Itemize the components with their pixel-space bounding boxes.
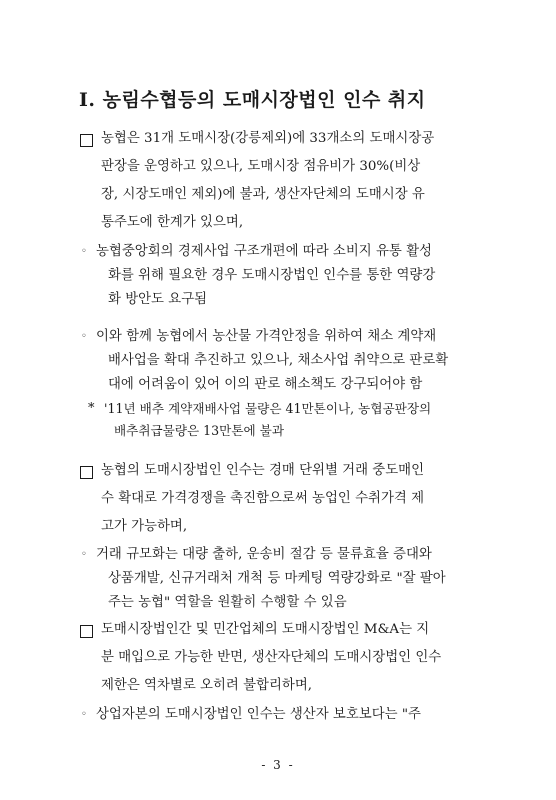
circle-bullet-icon: ◦ <box>81 246 87 257</box>
sub-paragraph-line: 상업자본의 도매시장법인 인수는 생산자 보호보다는 "주 <box>96 707 421 722</box>
paragraph-line: 농협의 도매시장법인 인수는 경매 단위별 거래 중도매인 <box>101 463 425 478</box>
asterisk-note-icon: * <box>88 401 95 416</box>
circle-bullet-icon: ◦ <box>81 549 87 560</box>
sub-paragraph-line: 화 방안도 요구됨 <box>108 292 208 307</box>
checkbox-bullet-icon <box>80 134 93 147</box>
checkbox-bullet-icon <box>80 625 93 638</box>
section-title: Ⅰ. 농림수협등의 도매시장법인 인수 취지 <box>79 89 426 111</box>
paragraph-line: 도매시장법인간 및 민간업체의 도매시장법인 M&A는 지 <box>101 622 430 637</box>
note-line: '11년 배추 계약재배사업 물량은 41만톤이나, 농협공판장의 <box>104 401 432 416</box>
sub-paragraph-line: 대에 어려움이 있어 이의 판로 해소책도 강구되어야 함 <box>108 377 423 392</box>
sub-paragraph-line: 배사업을 확대 추진하고 있으나, 채소사업 취약으로 판로확 <box>108 353 449 368</box>
sub-paragraph-line: 이와 함께 농협에서 농산물 가격안정을 위하여 채소 계약재 <box>96 329 437 344</box>
circle-bullet-icon: ◦ <box>81 709 87 720</box>
sub-paragraph-line: 거래 규모화는 대량 출하, 운송비 절감 등 물류효율 증대와 <box>96 547 432 562</box>
checkbox-bullet-icon <box>80 466 93 479</box>
page-number: - 3 - <box>261 758 295 772</box>
paragraph-line: 분 매입으로 가능한 반면, 생산자단체의 도매시장법인 인수 <box>101 650 442 665</box>
paragraph-line: 제한은 역차별로 오히려 불합리하며, <box>101 678 313 693</box>
note-line: 배추취급물량은 13만톤에 불과 <box>114 423 285 438</box>
paragraph-line: 장, 시장도매인 제외)에 불과, 생산자단체의 도매시장 유 <box>101 187 425 202</box>
circle-bullet-icon: ◦ <box>81 331 87 342</box>
paragraph-line: 수 확대로 가격경쟁을 촉진함으로써 농업인 수취가격 제 <box>101 491 425 506</box>
sub-paragraph-line: 주는 농협" 역할을 원활히 수행할 수 있음 <box>108 595 347 610</box>
paragraph-line: 농협은 31개 도매시장(강릉제외)에 33개소의 도매시장공 <box>101 131 435 146</box>
paragraph-line: 통주도에 한계가 있으며, <box>101 215 244 230</box>
sub-paragraph-line: 화를 위해 필요한 경우 도매시장법인 인수를 통한 역량강 <box>108 268 436 283</box>
paragraph-line: 고가 가능하며, <box>101 519 188 534</box>
paragraph-line: 판장을 운영하고 있으나, 도매시장 점유비가 30%(비상 <box>101 159 421 174</box>
sub-paragraph-line: 농협중앙회의 경제사업 구조개편에 따라 소비지 유통 활성 <box>96 244 432 259</box>
sub-paragraph-line: 상품개발, 신규거래처 개척 등 마케팅 역량강화로 "잘 팔아 <box>108 571 446 586</box>
